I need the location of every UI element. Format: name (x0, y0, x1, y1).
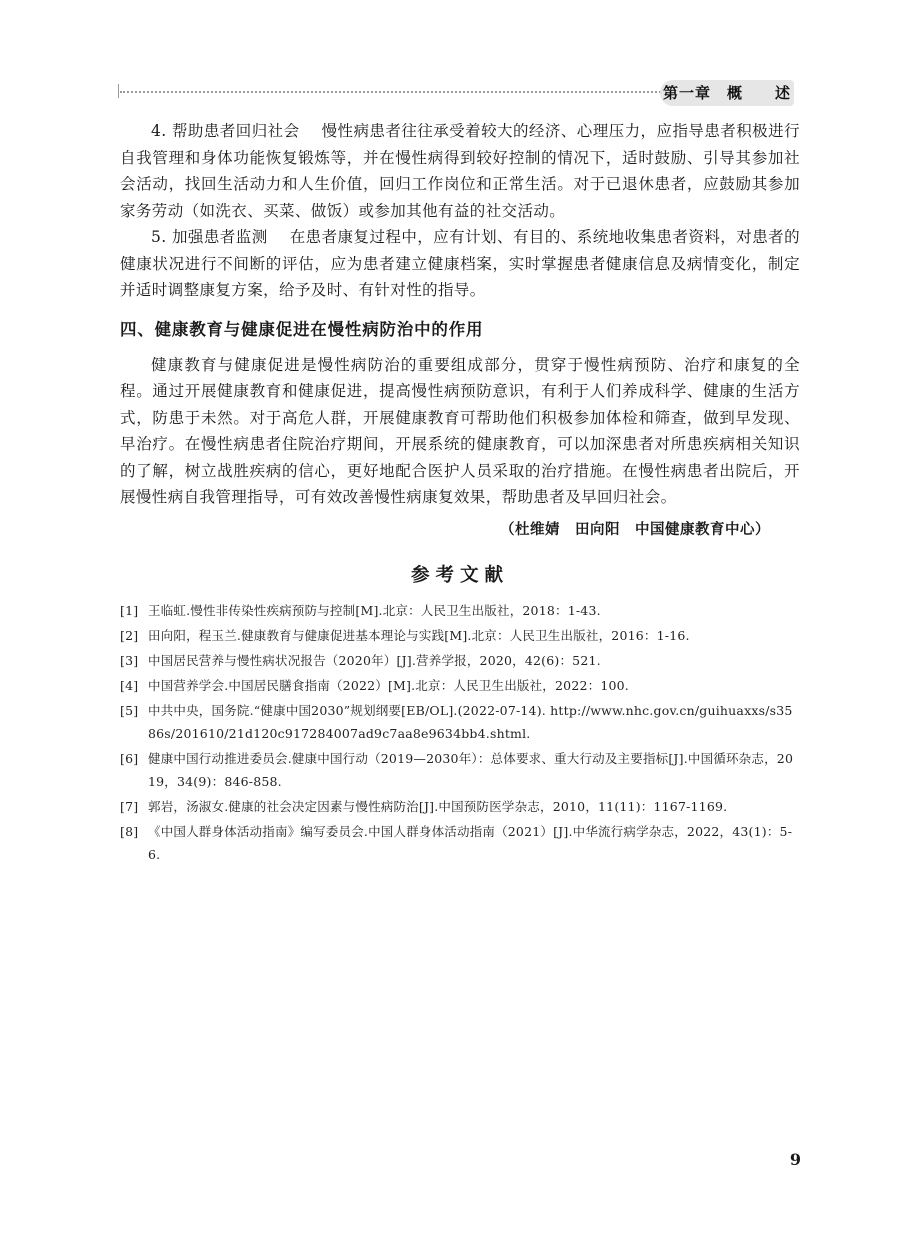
reference-text: 田向阳，程玉兰.健康教育与健康促进基本理论与实践[M].北京：人民卫生出版社，2016：1-16. (148, 627, 690, 643)
paragraph-return-to-society (120, 118, 800, 224)
section-heading: 四、健康教育与健康促进在慢性病防治中的作用 (120, 319, 484, 339)
reference-text: 中共中央，国务院.“健康中国2030”规划纲要[EB/OL].(2022-07-14). http://www.nhc.gov.cn/guihuaxxs/s3586s/201610/21d120c917284007ad9c7aa8e9634bb4.shtml. (148, 702, 793, 741)
reference-item (120, 649, 800, 672)
reference-number: [1] (120, 602, 139, 618)
reference-item (120, 795, 800, 818)
reference-text: 中国居民营养与慢性病状况报告（2020年）[J].营养学报，2020，42(6)：521. (148, 652, 601, 668)
reference-number: [7] (120, 798, 139, 814)
reference-text: 健康中国行动推进委员会.健康中国行动（2019—2030年）：总体要求、重大行动及主要指标[J].中国循环杂志，2019，34(9)：846-858. (148, 750, 794, 789)
paragraph-text: 在患者康复过程中，应有计划、有目的、系统地收集患者资料，对患者的健康状况进行不间断的评估，应为患者建立健康档案，实时掌握患者健康信息及病情变化，制定并适时调整康复方案，给予及时、有针对性的指导。 (120, 228, 800, 299)
reference-item (120, 747, 800, 793)
references-title: 参考文献 (410, 564, 509, 586)
reference-list (120, 599, 800, 866)
section-body: 健康教育与健康促进是慢性病防治的重要组成部分，贯穿于慢性病预防、治疗和康复的全程。通过开展健康教育和健康促进，提高慢性病预防意识，有利于人们养成科学、健康的生活方式，防患于未然。对于高危人群，开展健康教育可帮助他们积极参加体检和筛查，做到早发现、早治疗。在慢性病患者住院治疗期间，开展系统的健康教育，可以加深患者对所患疾病相关知识的了解，树立战胜疾病的信心，更好地配合医护人员采取的治疗措施。在慢性病患者出院后，开展慢性病自我管理指导，可有效改善慢性病康复效果，帮助患者及早回归社会。 (120, 355, 800, 506)
reference-number: [2] (120, 627, 139, 643)
reference-number: [5] (120, 702, 139, 718)
page-number: 9 (789, 1150, 801, 1169)
reference-item (120, 699, 800, 745)
reference-number: [6] (120, 750, 139, 766)
paragraph-text: 慢性病患者往往承受着较大的经济、心理压力，应指导患者积极进行自我管理和身体功能恢复锻炼等，并在慢性病得到较好控制的情况下，适时鼓励、引导其参加社会活动，找回生活动力和人生价值，回归工作岗位和正常生活。对于已退休患者，应鼓励其参加家务劳动（如洗衣、买菜、做饭）或参加其他有益的社交活动。 (120, 122, 800, 220)
reference-text: 王临虹.慢性非传染性疾病预防与控制[M].北京：人民卫生出版社，2018：1-43. (148, 602, 601, 618)
reference-item (120, 624, 800, 647)
page-content (120, 118, 800, 868)
reference-item (120, 599, 800, 622)
reference-item (120, 820, 800, 866)
paragraph-patient-monitoring (120, 224, 800, 304)
header-dotted-rule (120, 91, 680, 93)
reference-number: [8] (120, 823, 139, 839)
paragraph-lead: 4. 帮助患者回归社会 (151, 122, 300, 140)
reference-text: 《中国人群身体活动指南》编写委员会.中国人群身体活动指南（2021）[J].中华流行病学杂志，2022，43(1)：5-6. (148, 823, 793, 862)
reference-text: 郭岩，汤淑女.健康的社会决定因素与慢性病防治[J].中国预防医学杂志，2010，11(11)：1167-1169. (148, 798, 728, 814)
reference-number: [3] (120, 652, 139, 668)
chapter-label: 第一章 概 述 (660, 80, 794, 106)
reference-number: [4] (120, 677, 139, 693)
reference-item (120, 674, 800, 697)
author-attribution: （杜维婧 田向阳 中国健康教育中心） (500, 521, 770, 538)
paragraph-lead: 5. 加强患者监测 (151, 228, 268, 246)
reference-text: 中国营养学会.中国居民膳食指南（2022）[M].北京：人民卫生出版社，2022：100. (148, 677, 629, 693)
